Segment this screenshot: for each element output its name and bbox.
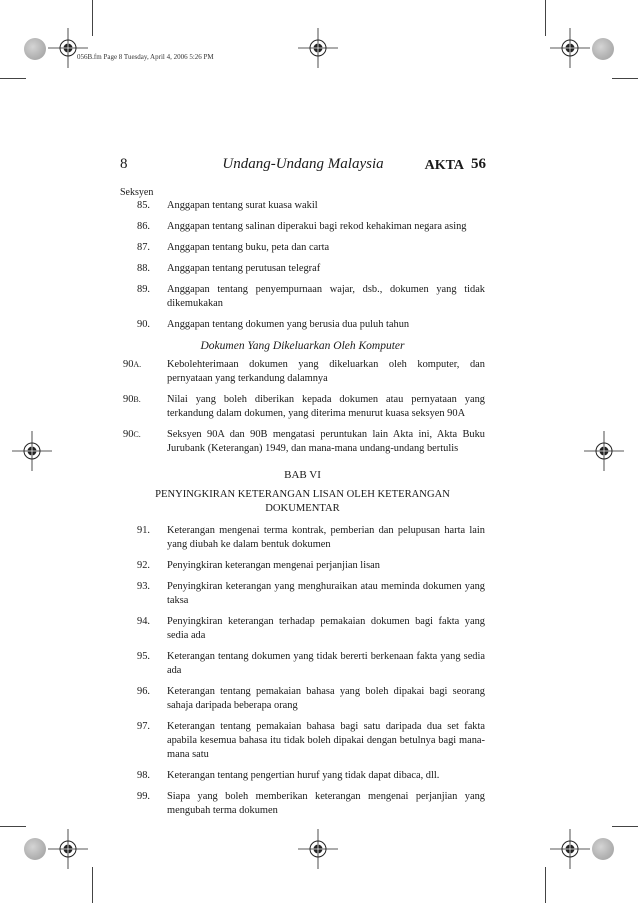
section-number: 97. xyxy=(137,721,150,732)
column-label: Seksyen xyxy=(120,187,154,198)
list-item xyxy=(120,358,485,386)
trim-line xyxy=(612,78,638,79)
list-item xyxy=(120,580,485,608)
list-item xyxy=(120,318,485,332)
registration-mark-icon xyxy=(298,28,338,68)
list-item xyxy=(120,283,485,311)
trim-line xyxy=(0,78,26,79)
section-description: Kebolehterimaan dokumen yang dikeluarkan oleh komputer, dan pernyataan yang terkandung dalamnya xyxy=(167,359,485,384)
section-number: 85. xyxy=(137,200,150,211)
list-item xyxy=(120,524,485,552)
section-description: Anggapan tentang buku, peta dan carta xyxy=(167,242,330,253)
section-number: 92. xyxy=(137,560,150,571)
section-description: Keterangan mengenai terma kontrak, pemberian dan pelupusan harta lain yang diubah ke dalam bentuk dokumen xyxy=(167,525,485,550)
registration-mark-icon xyxy=(48,28,88,68)
list-item xyxy=(120,720,485,762)
section-number: 90A. xyxy=(123,359,142,370)
section-description: Anggapan tentang surat kuasa wakil xyxy=(167,200,318,211)
registration-mark-icon xyxy=(584,431,624,471)
trim-line xyxy=(545,0,546,36)
registration-mark-icon xyxy=(298,829,338,869)
chapter-label: BAB VI xyxy=(284,469,321,481)
subheading: Dokumen Yang Dikeluarkan Oleh Komputer xyxy=(200,340,405,352)
gray-disc-top-right xyxy=(592,38,614,60)
section-description: Keterangan tentang dokumen yang tidak bererti berkenaan fakta yang sedia ada xyxy=(167,651,485,676)
list-item xyxy=(120,199,485,213)
section-number: 88. xyxy=(137,263,150,274)
list-item xyxy=(120,241,485,255)
section-description: Keterangan tentang pemakaian bahasa yang boleh dipakai bagi seorang sahaja daripada beberapa orang xyxy=(167,686,485,711)
section-number: 95. xyxy=(137,651,150,662)
trim-line xyxy=(92,867,93,903)
section-number: 91. xyxy=(137,525,150,536)
chapter-title: PENYINGKIRAN KETERANGAN LISAN OLEH KETERANGAN DOKUMENTAR xyxy=(155,489,450,514)
list-item xyxy=(120,393,485,421)
registration-mark-icon xyxy=(550,829,590,869)
section-description: Anggapan tentang penyempurnaan wajar, dsb., dokumen yang tidak dikemukakan xyxy=(167,284,485,309)
registration-mark-icon xyxy=(12,431,52,471)
section-description: Siapa yang boleh memberikan keterangan mengenai perjanjian yang mengubah terma dokumen xyxy=(167,791,485,816)
list-item xyxy=(120,428,485,456)
trim-line xyxy=(612,826,638,827)
document-title: Undang-Undang Malaysia xyxy=(222,156,384,172)
section-list xyxy=(120,199,485,818)
section-number: 86. xyxy=(137,221,150,232)
list-item xyxy=(120,220,485,234)
section-number: 90. xyxy=(137,319,150,330)
section-number: 90B. xyxy=(123,394,141,405)
section-description: Keterangan tentang pemakaian bahasa bagi satu daripada dua set fakta apabila kesemua bahasa itu tidak boleh dipakai dengan betulnya bagi mana-mana satu xyxy=(167,721,485,760)
print-slug: 056B.fm Page 8 Tuesday, April 4, 2006 5:26 PM xyxy=(77,53,214,61)
registration-mark-icon xyxy=(550,28,590,68)
act-label: AKTA xyxy=(424,158,464,173)
section-description: Anggapan tentang dokumen yang berusia dua puluh tahun xyxy=(167,319,410,330)
trim-line xyxy=(545,867,546,903)
section-description: Anggapan tentang perutusan telegraf xyxy=(167,263,321,274)
section-description: Keterangan tentang pengertian huruf yang tidak dapat dibaca, dll. xyxy=(167,770,440,781)
list-item xyxy=(120,769,485,783)
trim-line xyxy=(92,0,93,36)
section-description: Nilai yang boleh diberikan kepada dokumen atau pernyataan yang terkandung dalam dokumen, yang diterima menurut kuasa seksyen 90A xyxy=(167,394,485,419)
gray-disc-bottom-left xyxy=(24,838,46,860)
list-item xyxy=(120,262,485,276)
act-number: 56 xyxy=(471,156,486,172)
gray-disc-bottom-right xyxy=(592,838,614,860)
section-description: Penyingkiran keterangan yang menghuraikan atau meminda dokumen yang taksa xyxy=(167,581,485,606)
section-number: 89. xyxy=(137,284,150,295)
running-head xyxy=(120,156,486,176)
trim-line xyxy=(0,826,26,827)
page-number: 8 xyxy=(120,156,128,172)
section-number: 87. xyxy=(137,242,150,253)
section-number: 99. xyxy=(137,791,150,802)
section-description: Anggapan tentang salinan diperakui bagi rekod kehakiman negara asing xyxy=(167,221,467,232)
list-item xyxy=(120,615,485,643)
section-number: 93. xyxy=(137,581,150,592)
section-number: 96. xyxy=(137,686,150,697)
list-item xyxy=(120,559,485,573)
section-description: Penyingkiran keterangan mengenai perjanjian lisan xyxy=(167,560,380,571)
section-number: 98. xyxy=(137,770,150,781)
registration-mark-icon xyxy=(48,829,88,869)
section-description: Seksyen 90A dan 90B mengatasi peruntukan lain Akta ini, Akta Buku Jurubank (Keterangan) 1949, dan mana-mana undang-undang bertulis xyxy=(167,429,485,454)
section-number: 94. xyxy=(137,616,150,627)
section-description: Penyingkiran keterangan terhadap pemakaian dokumen bagi fakta yang sedia ada xyxy=(167,616,485,641)
gray-disc-top-left xyxy=(24,38,46,60)
list-item xyxy=(120,790,485,818)
list-item xyxy=(120,685,485,713)
section-number: 90C. xyxy=(123,429,141,440)
list-item xyxy=(120,650,485,678)
